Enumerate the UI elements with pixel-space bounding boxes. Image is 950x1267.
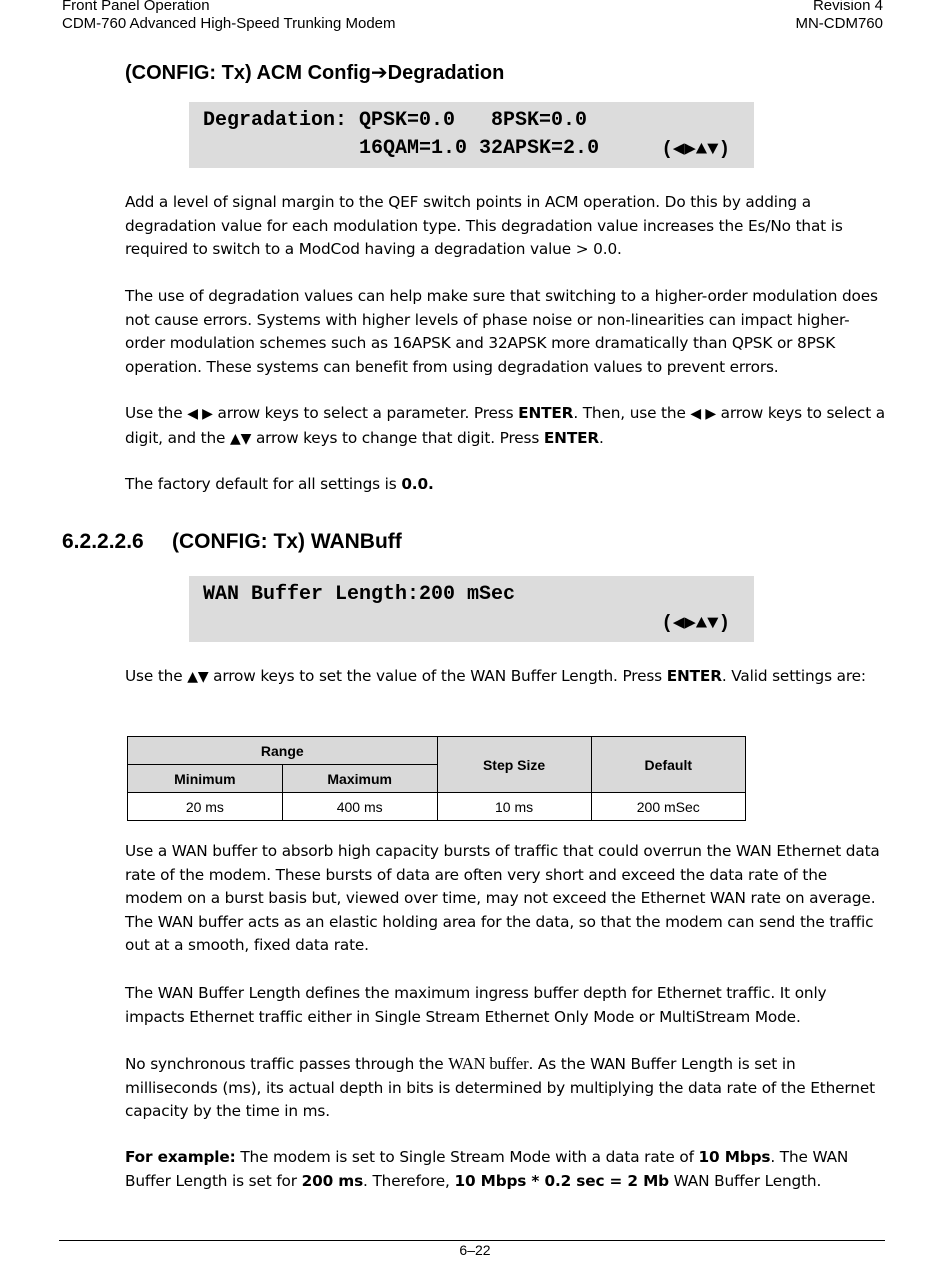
lcd-line-1: Degradation: QPSK=0.0 8PSK=0.0 (203, 109, 588, 132)
wanbuff-example: For example: The modem is set to Single Stream Mode with a data rate of 10 Mbps. The WAN Buffer Length is set for 200 ms. Therefore, 10 Mbps * 0.2 sec = 2 Mb WAN Buffer Length. (125, 1148, 849, 1190)
left-right-arrow-icon: ◀ ▶ (690, 406, 716, 422)
degradation-rationale: The use of degradation values can help make sure that switching to a higher-order modulation does not cause errors. Systems with higher levels of phase noise or non-linearities can impact higher-order modulation schemes such as 16APSK and 32APSK more dramatically than QPSK or 8PSK operation. These systems can benefit from using degradation values to prevent errors. (125, 287, 878, 376)
example-calculation: 10 Mbps * 0.2 sec = 2 Mb (454, 1171, 669, 1190)
maximum-value: 400 ms (282, 793, 437, 821)
wanbuff-heading (62, 530, 402, 554)
table-header-row (128, 737, 746, 765)
up-down-arrow-icon: ▲▼ (230, 430, 252, 447)
example-rate: 10 Mbps (698, 1148, 771, 1166)
header-chapter: Front Panel Operation (62, 0, 210, 14)
running-header-right (795, 0, 883, 33)
lcd-line-1: WAN Buffer Length:200 mSec (203, 583, 516, 606)
minimum-header: Minimum (128, 765, 283, 793)
step-size-header: Step Size (437, 737, 591, 793)
degradation-instructions: Use the ◀ ▶ arrow keys to select a parameter. Press ENTER. Then, use the ◀ ▶ arrow keys to select a digit, and the ▲▼ arrow keys to change that digit. Press ENTER. (125, 404, 885, 447)
lcd-line-2: 16QAM=1.0 32APSK=2.0 (203, 137, 600, 160)
page-number: 6–22 (459, 1242, 491, 1258)
maximum-header: Maximum (282, 765, 437, 793)
default-value: 0.0. (401, 475, 434, 493)
wanbuff-lcd-display (189, 576, 754, 642)
up-down-arrow-icon: ▲▼ (187, 669, 209, 685)
enter-key: ENTER (543, 428, 600, 447)
degradation-description: Add a level of signal margin to the QEF switch points in ACM operation. Do this by adding a degradation value for each modulation type. This degradation value increases the Es/No that is required to switch to a ModCod having a degradation value > 0.0. (125, 193, 843, 258)
wanbuff-purpose: Use a WAN buffer to absorb high capacity bursts of traffic that could overrun the WAN Ethernet data rate of the modem. These bursts of data are often very short and exceed the data rate of the modem on a burst basis but, viewed over time, may not exceed the Ethernet WAN rate on average. The WAN buffer acts as an elastic holding area for the data, so that the modem can send the traffic out at a smooth, fixed data rate. (125, 842, 880, 954)
lcd-arrow-keys-icon: (◀▶▲▼) (661, 138, 730, 160)
range-header: Range (128, 737, 438, 765)
header-doc-number: MN-CDM760 (795, 15, 883, 32)
header-product: CDM-760 Advanced High-Speed Trunking Modem (62, 15, 396, 32)
wanbuff-definition: The WAN Buffer Length defines the maximum ingress buffer depth for Ethernet traffic. It only impacts Ethernet traffic either in Single Stream Ethernet Only Mode or MultiStream Mode. (125, 984, 827, 1026)
footer-rule (59, 1240, 885, 1241)
degradation-default: The factory default for all settings is 0.0. (125, 475, 434, 493)
lcd-arrow-keys-icon: (◀▶▲▼) (661, 612, 730, 634)
enter-key: ENTER (518, 404, 574, 422)
degradation-lcd-display (189, 102, 754, 168)
example-label: For example: (125, 1148, 236, 1166)
wan-buffer-term: WAN buffer (448, 1054, 529, 1073)
degradation-heading: (CONFIG: Tx) ACM Config➔Degradation (125, 62, 505, 84)
section-title: (CONFIG: Tx) WANBuff (172, 530, 402, 553)
left-right-arrow-icon: ◀ ▶ (187, 406, 213, 422)
wanbuff-instructions: Use the ▲▼ arrow keys to set the value of the WAN Buffer Length. Press ENTER. Valid settings are: (125, 667, 866, 685)
wanbuff-settings-table (127, 736, 746, 821)
default-value: 200 mSec (591, 793, 745, 821)
step-size-value: 10 ms (437, 793, 591, 821)
wanbuff-sync-note: No synchronous traffic passes through the WAN buffer. As the WAN Buffer Length is set in milliseconds (ms), its actual depth in bits is determined by multiplying the data rate of the Ethernet capacity by the time in ms. (125, 1054, 875, 1120)
example-length: 200 ms (301, 1171, 364, 1190)
section-number: 6.2.2.2.6 (62, 530, 144, 553)
running-header-left (62, 0, 396, 33)
minimum-value: 20 ms (128, 793, 283, 821)
default-header: Default (591, 737, 745, 793)
table-row (128, 793, 746, 821)
enter-key: ENTER (666, 667, 722, 685)
header-revision: Revision 4 (812, 0, 883, 14)
